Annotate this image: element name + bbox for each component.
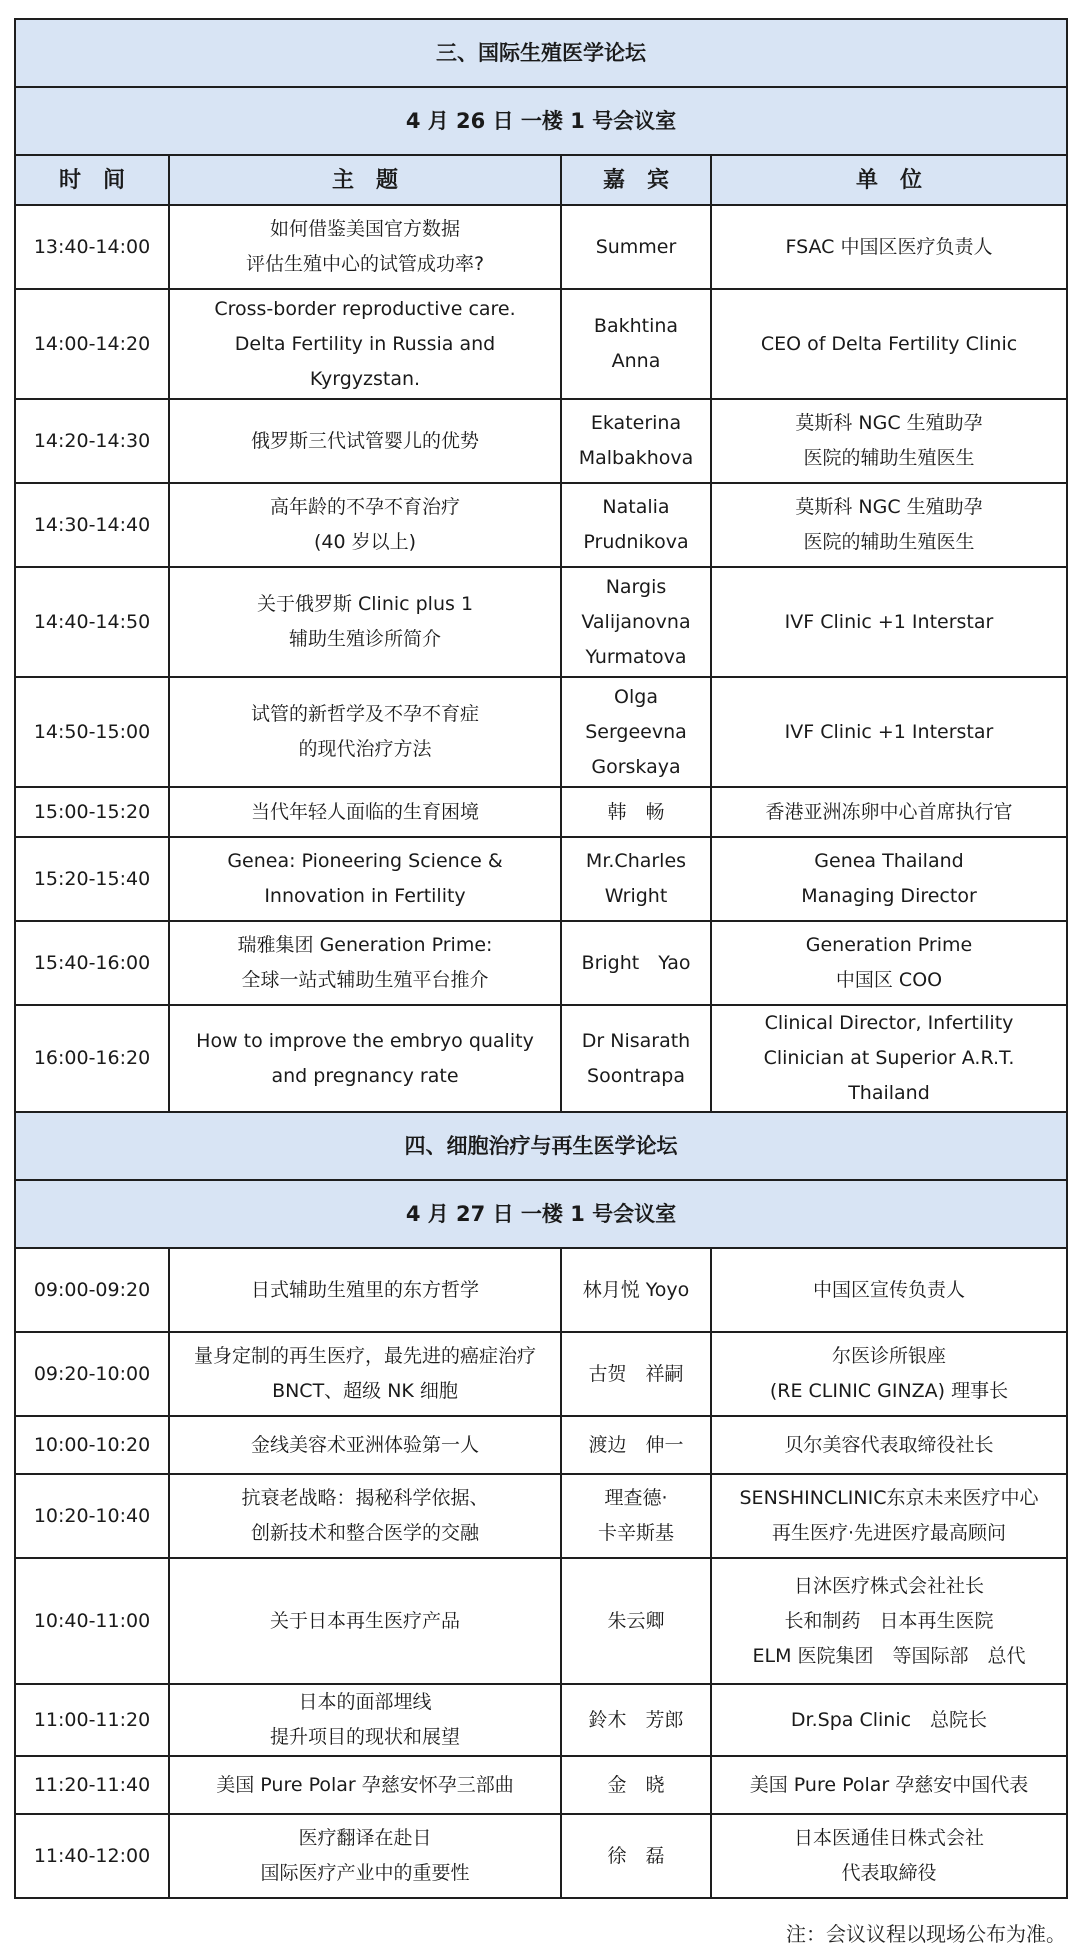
unit-cell-line: Managing Director xyxy=(801,885,977,907)
table-row xyxy=(15,483,1067,567)
unit-cell-line: 莫斯科 NGC 生殖助孕 xyxy=(795,412,983,434)
speaker-cell-line: 渡边 伸一 xyxy=(588,1433,684,1456)
unit-cell-line: 医院的辅助生殖医生 xyxy=(803,447,975,469)
time-cell: 10:00-10:20 xyxy=(15,1416,169,1474)
time-cell: 11:00-11:20 xyxy=(15,1684,169,1756)
unit-cell-line: ELM 医院集团 等国际部 总代 xyxy=(752,1644,1026,1667)
unit-cell xyxy=(711,1814,1067,1898)
day-room-row xyxy=(15,1180,1067,1248)
topic-cell-line: 关于俄罗斯 Clinic plus 1 xyxy=(256,593,474,615)
speaker-cell-line: Soontrapa xyxy=(587,1064,685,1087)
unit-cell-line: 代表取締役 xyxy=(841,1862,937,1884)
speaker-cell-line: Mr.Charles xyxy=(585,850,687,872)
topic-cell xyxy=(169,677,561,787)
table-row xyxy=(15,1756,1067,1814)
speaker-cell-line: Natalia xyxy=(602,496,670,518)
unit-cell-line: 香港亚洲冻卵中心首席执行官 xyxy=(765,800,1013,823)
unit-cell xyxy=(711,205,1067,289)
speaker-cell-line: Malbakhova xyxy=(578,447,694,469)
topic-cell-line: 日式辅助生殖里的东方哲学 xyxy=(250,1278,479,1301)
topic-cell-line: Kyrgyzstan. xyxy=(309,367,421,390)
speaker-cell-line: Sergeevna xyxy=(585,720,687,743)
speaker-cell-line: Yurmatova xyxy=(585,645,687,668)
time-cell: 15:20-15:40 xyxy=(15,837,169,921)
topic-cell-line: 全球一站式辅助生殖平台推介 xyxy=(241,969,489,991)
unit-cell-line: 中国区 COO xyxy=(835,969,943,991)
table-row xyxy=(15,1005,1067,1112)
topic-cell xyxy=(169,787,561,837)
unit-cell xyxy=(711,1756,1067,1814)
unit-cell-line: Dr.Spa Clinic 总院长 xyxy=(790,1708,988,1731)
topic-cell-line: (40 岁以上) xyxy=(313,531,417,553)
time-cell: 16:00-16:20 xyxy=(15,1005,169,1112)
speaker-cell xyxy=(561,677,711,787)
topic-cell xyxy=(169,205,561,289)
unit-cell-line: Clinician at Superior A.R.T. xyxy=(763,1047,1015,1069)
section-title: 四、细胞治疗与再生医学论坛 xyxy=(15,1112,1067,1180)
topic-cell-line: 试管的新哲学及不孕不育症 xyxy=(250,703,479,725)
time-cell: 15:40-16:00 xyxy=(15,921,169,1005)
unit-cell xyxy=(711,1474,1067,1558)
speaker-cell-line: 林月悦 Yoyo xyxy=(582,1278,690,1301)
topic-cell-line: 提升项目的现状和展望 xyxy=(269,1726,460,1748)
time-cell: 11:20-11:40 xyxy=(15,1756,169,1814)
unit-cell-line: 中国区宣传负责人 xyxy=(812,1278,965,1301)
unit-cell-line: CEO of Delta Fertility Clinic xyxy=(760,332,1018,355)
unit-cell xyxy=(711,1684,1067,1756)
speaker-cell-line: Prudnikova xyxy=(583,531,689,553)
agenda-table xyxy=(14,18,1068,1899)
speaker-cell-line: Valijanovna xyxy=(581,610,691,633)
unit-cell-line: 再生医疗·先进医疗最高顾问 xyxy=(771,1522,1007,1544)
table-row xyxy=(15,787,1067,837)
table-row xyxy=(15,567,1067,677)
topic-cell xyxy=(169,1005,561,1112)
speaker-cell xyxy=(561,483,711,567)
day-room-title: 4 月 27 日 一楼 1 号会议室 xyxy=(15,1180,1067,1248)
time-cell: 14:30-14:40 xyxy=(15,483,169,567)
speaker-cell xyxy=(561,1474,711,1558)
section-title-row xyxy=(15,1112,1067,1180)
topic-cell-line: 高年龄的不孕不育治疗 xyxy=(269,496,460,518)
topic-cell-line: 辅助生殖诊所简介 xyxy=(288,628,441,650)
table-row xyxy=(15,921,1067,1005)
speaker-cell xyxy=(561,1248,711,1332)
topic-cell-line: 俄罗斯三代试管婴儿的优势 xyxy=(250,429,479,452)
unit-cell-line: (RE CLINIC GINZA) 理事长 xyxy=(769,1380,1009,1402)
speaker-cell xyxy=(561,567,711,677)
column-header-topic: 主 题 xyxy=(169,155,561,205)
topic-cell xyxy=(169,1248,561,1332)
topic-cell-line: How to improve the embryo quality xyxy=(196,1029,534,1052)
speaker-cell xyxy=(561,399,711,483)
speaker-cell xyxy=(561,1005,711,1112)
speaker-cell-line: Nargis xyxy=(605,575,667,598)
speaker-cell xyxy=(561,1416,711,1474)
speaker-cell-line: 理查德· xyxy=(604,1487,668,1509)
table-row xyxy=(15,1416,1067,1474)
unit-cell xyxy=(711,787,1067,837)
topic-cell-line: and pregnancy rate xyxy=(271,1064,459,1087)
agenda-document xyxy=(14,18,1066,1899)
day-room-title: 4 月 26 日 一楼 1 号会议室 xyxy=(15,87,1067,155)
speaker-cell-line: Bakhtina xyxy=(593,315,679,337)
unit-cell xyxy=(711,1558,1067,1684)
topic-cell-line: 当代年轻人面临的生育困境 xyxy=(250,800,479,823)
table-row xyxy=(15,1332,1067,1416)
topic-cell-line: 如何借鉴美国官方数据 xyxy=(269,218,460,240)
topic-cell-line: 金线美容术亚洲体验第一人 xyxy=(250,1433,479,1456)
speaker-cell-line: 徐 磊 xyxy=(607,1844,665,1867)
time-cell: 15:00-15:20 xyxy=(15,787,169,837)
time-cell: 14:00-14:20 xyxy=(15,289,169,399)
speaker-cell-line: 金 晓 xyxy=(607,1773,665,1796)
time-cell: 10:20-10:40 xyxy=(15,1474,169,1558)
time-cell: 13:40-14:00 xyxy=(15,205,169,289)
time-cell: 11:40-12:00 xyxy=(15,1814,169,1898)
table-row xyxy=(15,1684,1067,1756)
speaker-cell xyxy=(561,289,711,399)
column-header-unit: 单 位 xyxy=(711,155,1067,205)
topic-cell xyxy=(169,837,561,921)
topic-cell xyxy=(169,1814,561,1898)
topic-cell-line: Genea: Pioneering Science & xyxy=(227,850,503,872)
topic-cell-line: 量身定制的再生医疗，最先进的癌症治疗 xyxy=(193,1345,536,1367)
table-row xyxy=(15,289,1067,399)
unit-cell-line: 莫斯科 NGC 生殖助孕 xyxy=(795,496,983,518)
topic-cell-line: Innovation in Fertility xyxy=(264,885,466,907)
unit-cell-line: SENSHINCLINIC东京未来医疗中心 xyxy=(739,1487,1039,1509)
table-row xyxy=(15,205,1067,289)
speaker-cell-line: 古贺 祥嗣 xyxy=(588,1362,684,1385)
topic-cell-line: 评估生殖中心的试管成功率? xyxy=(245,253,485,275)
speaker-cell-line: Ekaterina xyxy=(590,412,682,434)
unit-cell-line: Thailand xyxy=(848,1082,930,1104)
topic-cell-line: 美国 Pure Polar 孕慈安怀孕三部曲 xyxy=(216,1773,514,1796)
column-header-row xyxy=(15,155,1067,205)
topic-cell xyxy=(169,567,561,677)
unit-cell-line: 美国 Pure Polar 孕慈安中国代表 xyxy=(749,1773,1029,1796)
unit-cell-line: 长和制药 日本再生医院 xyxy=(784,1609,994,1632)
time-cell: 09:20-10:00 xyxy=(15,1332,169,1416)
unit-cell xyxy=(711,1332,1067,1416)
time-cell: 14:20-14:30 xyxy=(15,399,169,483)
section-title: 三、国际生殖医学论坛 xyxy=(15,19,1067,87)
speaker-cell xyxy=(561,837,711,921)
table-row xyxy=(15,399,1067,483)
speaker-cell-line: 鈴木 芳郎 xyxy=(588,1708,684,1731)
topic-cell xyxy=(169,1416,561,1474)
unit-cell xyxy=(711,1416,1067,1474)
unit-cell-line: Generation Prime xyxy=(805,934,973,956)
speaker-cell xyxy=(561,1756,711,1814)
unit-cell-line: 日本医通佳日株式会社 xyxy=(793,1827,984,1849)
unit-cell-line: 尔医诊所银座 xyxy=(831,1345,946,1367)
topic-cell xyxy=(169,921,561,1005)
unit-cell xyxy=(711,837,1067,921)
topic-cell xyxy=(169,289,561,399)
unit-cell xyxy=(711,289,1067,399)
speaker-cell xyxy=(561,1814,711,1898)
speaker-cell xyxy=(561,1684,711,1756)
unit-cell-line: 医院的辅助生殖医生 xyxy=(803,531,975,553)
topic-cell xyxy=(169,1474,561,1558)
unit-cell xyxy=(711,399,1067,483)
table-row xyxy=(15,1558,1067,1684)
speaker-cell xyxy=(561,787,711,837)
table-row xyxy=(15,1474,1067,1558)
topic-cell xyxy=(169,1332,561,1416)
speaker-cell-line: 朱云卿 xyxy=(607,1609,665,1632)
speaker-cell-line: 韩 畅 xyxy=(607,800,665,823)
topic-cell xyxy=(169,483,561,567)
table-row xyxy=(15,1248,1067,1332)
unit-cell xyxy=(711,1248,1067,1332)
speaker-cell xyxy=(561,1332,711,1416)
unit-cell-line: IVF Clinic +1 Interstar xyxy=(784,720,994,743)
day-room-row xyxy=(15,87,1067,155)
topic-cell-line: 抗衰老战略：揭秘科学依据、 xyxy=(241,1487,489,1509)
unit-cell-line: 日沐医疗株式会社社长 xyxy=(793,1574,984,1597)
unit-cell xyxy=(711,921,1067,1005)
topic-cell-line: 医疗翻译在赴日 xyxy=(298,1827,432,1849)
speaker-cell xyxy=(561,205,711,289)
topic-cell-line: Delta Fertility in Russia and xyxy=(234,332,496,355)
unit-cell-line: 贝尔美容代表取缔役社长 xyxy=(784,1433,994,1456)
unit-cell xyxy=(711,567,1067,677)
speaker-cell xyxy=(561,921,711,1005)
unit-cell-line: Clinical Director, Infertility xyxy=(764,1012,1014,1034)
speaker-cell-line: Gorskaya xyxy=(591,755,681,778)
topic-cell xyxy=(169,1558,561,1684)
topic-cell xyxy=(169,1684,561,1756)
speaker-cell-line: Bright Yao xyxy=(581,951,691,974)
table-row xyxy=(15,1814,1067,1898)
topic-cell-line: 的现代治疗方法 xyxy=(298,738,432,760)
speaker-cell-line: 卡辛斯基 xyxy=(597,1522,674,1544)
time-cell: 10:40-11:00 xyxy=(15,1558,169,1684)
topic-cell-line: BNCT、超级 NK 细胞 xyxy=(272,1380,458,1402)
table-row xyxy=(15,677,1067,787)
section-title-row xyxy=(15,19,1067,87)
time-cell: 14:50-15:00 xyxy=(15,677,169,787)
unit-cell xyxy=(711,677,1067,787)
speaker-cell-line: Anna xyxy=(611,350,661,372)
topic-cell xyxy=(169,399,561,483)
speaker-cell xyxy=(561,1558,711,1684)
unit-cell xyxy=(711,483,1067,567)
topic-cell-line: Cross-border reproductive care. xyxy=(214,297,516,320)
table-row xyxy=(15,837,1067,921)
topic-cell-line: 日本的面部埋线 xyxy=(298,1691,432,1713)
speaker-cell-line: Summer xyxy=(595,235,677,258)
time-cell: 09:00-09:20 xyxy=(15,1248,169,1332)
topic-cell-line: 创新技术和整合医学的交融 xyxy=(250,1522,479,1544)
unit-cell-line: Genea Thailand xyxy=(814,850,964,872)
topic-cell-line: 瑞雅集团 Generation Prime: xyxy=(237,934,493,956)
time-cell: 14:40-14:50 xyxy=(15,567,169,677)
unit-cell-line: IVF Clinic +1 Interstar xyxy=(784,610,994,633)
topic-cell-line: 国际医疗产业中的重要性 xyxy=(260,1862,470,1884)
speaker-cell-line: Wright xyxy=(604,885,668,907)
column-header-time: 时 间 xyxy=(15,155,169,205)
column-header-speaker: 嘉 宾 xyxy=(561,155,711,205)
topic-cell xyxy=(169,1756,561,1814)
speaker-cell-line: Olga xyxy=(614,685,658,708)
topic-cell-line: 关于日本再生医疗产品 xyxy=(269,1609,460,1632)
footnote: 注：会议议程以现场公布为准。 xyxy=(786,1922,1066,1946)
speaker-cell-line: Dr Nisarath xyxy=(581,1029,691,1052)
unit-cell-line: FSAC 中国区医疗负责人 xyxy=(785,235,993,258)
unit-cell xyxy=(711,1005,1067,1112)
